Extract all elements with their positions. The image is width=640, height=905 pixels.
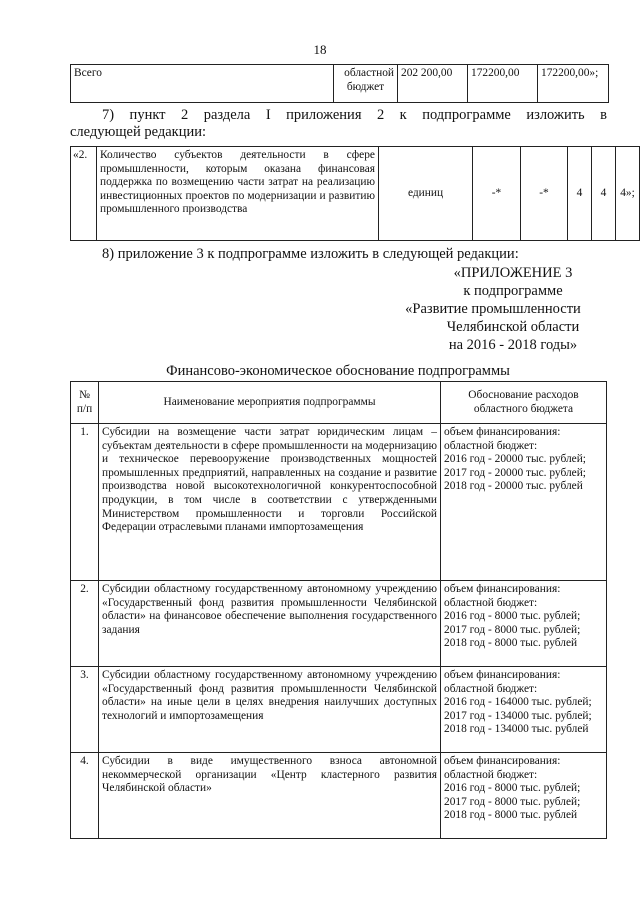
indicator-value-4: 4 bbox=[592, 147, 616, 241]
basis-line: областной бюджет: bbox=[444, 596, 538, 609]
table-row bbox=[71, 424, 607, 581]
basis-line: областной бюджет: bbox=[444, 439, 538, 452]
table-row bbox=[71, 667, 607, 753]
appendix-line3: «Развитие промышленности bbox=[405, 301, 581, 317]
indicator-table bbox=[70, 146, 640, 241]
item8-text: 8) приложение 3 к подпрограмме изложить в следующей редакции: bbox=[102, 246, 519, 262]
row-basis bbox=[441, 667, 607, 753]
total-table bbox=[70, 64, 609, 103]
table-row bbox=[71, 753, 607, 839]
row-text: Субсидии в виде имущественного взноса автономной некоммерческой организации «Центр кластерного развития Челябинской области» bbox=[99, 753, 441, 839]
basis-line: 2016 год - 8000 тыс. рублей; bbox=[444, 782, 581, 795]
row-num: 2. bbox=[71, 581, 99, 667]
header-basis: Обоснование расходов областного бюджета bbox=[441, 382, 607, 424]
row-basis bbox=[441, 424, 607, 581]
indicator-value-1: -* bbox=[473, 147, 521, 241]
total-value-3: 172200,00»; bbox=[538, 65, 609, 103]
appendix-line1: «ПРИЛОЖЕНИЕ 3 bbox=[453, 265, 573, 281]
indicator-value-2: -* bbox=[521, 147, 568, 241]
total-source bbox=[334, 65, 398, 103]
total-value-1: 202 200,00 bbox=[398, 65, 468, 103]
indicator-value-5: 4»; bbox=[616, 147, 640, 241]
row-num: 4. bbox=[71, 753, 99, 839]
table-header-row bbox=[71, 382, 607, 424]
basis-line: объем финансирования: bbox=[444, 669, 561, 681]
row-basis bbox=[441, 753, 607, 839]
row-text: Субсидии областному государственному автономному учреждению «Государственный фонд развития промышленности Челябинской области» на иные цели в целях внедрения наилучших доступных технологий и импортозамещения bbox=[99, 667, 441, 753]
basis-line: 2017 год - 8000 тыс. рублей; bbox=[444, 795, 581, 808]
header-name: Наименование мероприятия подпрограммы bbox=[99, 382, 441, 424]
basis-line: областной бюджет: bbox=[444, 682, 538, 695]
basis-line: 2016 год - 8000 тыс. рублей; bbox=[444, 610, 581, 623]
appendix-line4: Челябинской области bbox=[446, 319, 580, 335]
item7-line2: следующей редакции: bbox=[70, 124, 207, 140]
page-title: Финансово-экономическое обоснование подпрограммы bbox=[166, 363, 510, 379]
basis-line: объем финансирования: bbox=[444, 755, 561, 767]
row-num: 3. bbox=[71, 667, 99, 753]
row-basis bbox=[441, 581, 607, 667]
appendix-block bbox=[405, 264, 608, 354]
total-label: Всего bbox=[71, 65, 334, 103]
page-number: 18 bbox=[313, 42, 327, 57]
total-value-2: 172200,00 bbox=[468, 65, 538, 103]
indicator-text: Количество субъектов деятельности в сфере промышленности, которым оказана финансовая поддержка по возмещению части затрат на реализацию инвестиционных проектов по модернизации и развитию промышленного производства bbox=[97, 147, 379, 241]
main-table bbox=[70, 381, 607, 839]
appendix-line2: к подпрограмме bbox=[463, 283, 563, 299]
row-text: Субсидии областному государственному автономному учреждению «Государственный фонд развития промышленности Челябинской области» на финансовое обеспечение выполнения государственного задания bbox=[99, 581, 441, 667]
basis-line: 2018 год - 8000 тыс. рублей bbox=[444, 637, 578, 650]
basis-line: 2016 год - 164000 тыс. рублей; bbox=[444, 696, 592, 709]
basis-line: объем финансирования: bbox=[444, 426, 561, 438]
indicator-unit: единиц bbox=[379, 147, 473, 241]
row-num: 1. bbox=[71, 424, 99, 581]
basis-line: 2018 год - 8000 тыс. рублей bbox=[444, 809, 578, 822]
header-num: № п/п bbox=[71, 382, 99, 424]
indicator-value-3: 4 bbox=[568, 147, 592, 241]
basis-line: 2017 год - 134000 тыс. рублей; bbox=[444, 709, 592, 722]
basis-line: 2016 год - 20000 тыс. рублей; bbox=[444, 453, 586, 466]
total-source-line1: областной bbox=[344, 67, 394, 79]
basis-line: областной бюджет: bbox=[444, 768, 538, 781]
basis-line: 2017 год - 8000 тыс. рублей; bbox=[444, 623, 581, 636]
item7-line1: 7) пункт 2 раздела I приложения 2 к подпрограмме изложить в bbox=[102, 107, 607, 123]
total-source-line2: бюджет bbox=[346, 80, 385, 93]
basis-line: 2017 год - 20000 тыс. рублей; bbox=[444, 466, 586, 479]
basis-line: объем финансирования: bbox=[444, 583, 561, 595]
indicator-num: «2. bbox=[71, 147, 97, 241]
table-row bbox=[71, 581, 607, 667]
basis-line: 2018 год - 20000 тыс. рублей bbox=[444, 480, 583, 493]
appendix-line5: на 2016 - 2018 годы» bbox=[448, 337, 578, 353]
row-text: Субсидии на возмещение части затрат юридическим лицам – субъектам деятельности в сфере промышленности на модернизацию и техническое перевооружение производственных мощностей промышленных предприятий, направленных на создание и развитие производства новой высокотехнологичной конкурентоспособной продукции, в том числе в соответствии с утвержденными Министерством промышленности и торговли Российской Федерации отраслевыми планами импортозамещения bbox=[99, 424, 441, 581]
basis-line: 2018 год - 134000 тыс. рублей bbox=[444, 723, 589, 736]
